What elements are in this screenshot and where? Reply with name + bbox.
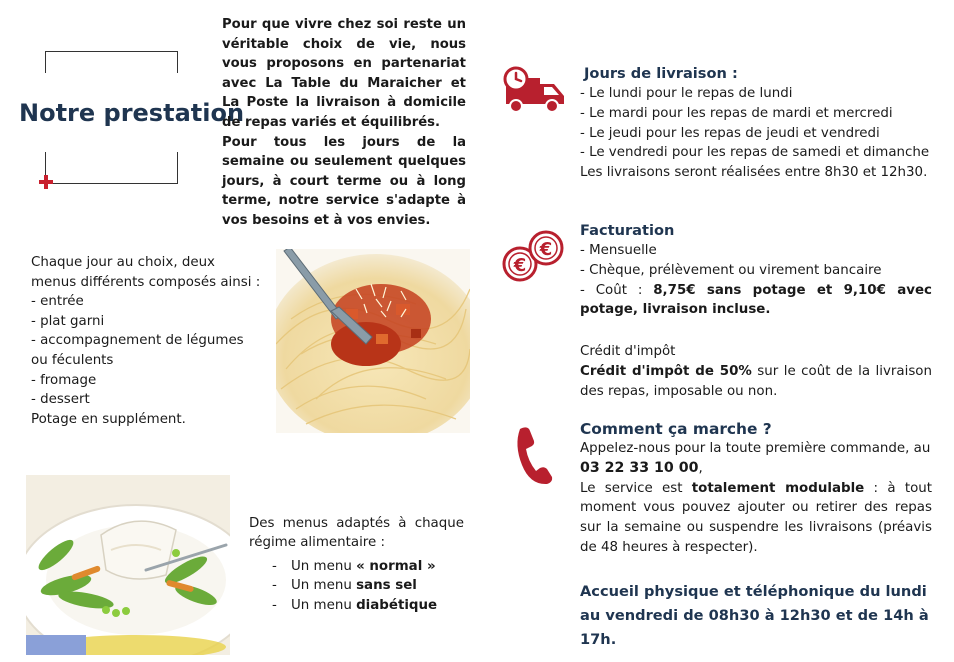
fish-dish-photo: [26, 475, 230, 655]
delivery-days-heading: Jours de livraison :: [584, 65, 738, 82]
menu-item: - dessert: [31, 392, 90, 408]
euro-coins-icon: [502, 228, 566, 286]
menu-item: - fromage: [31, 372, 97, 388]
menu-item: - accompagnement de légumes ou féculents: [31, 333, 244, 368]
diet-item: [249, 596, 464, 615]
svg-text:€: €: [513, 255, 527, 276]
intro-paragraph-2: Pour tous les jours de la semaine ou seulement quelques jours, à court terme ou à long terme, notre service s'adapte à vos besoins et à vos envies.: [222, 134, 466, 228]
tax-credit-text: [580, 362, 932, 402]
diet-item: [249, 576, 464, 595]
billing-item: - Chèque, prélèvement ou virement bancaire: [580, 262, 882, 278]
svg-text:€: €: [539, 239, 553, 260]
phone-suffix: ,: [698, 460, 703, 476]
service-rest: : à tout moment vous pouvez ajouter ou retirer des repas sur la semaine ou suspendre les livraisons (préavis de 48 heures à respecter).: [580, 480, 932, 555]
diet-item-prefix: Un menu: [291, 578, 357, 594]
diet-item: [249, 557, 464, 576]
delivery-hours: Les livraisons seront réalisées entre 8h30 et 12h30.: [580, 165, 928, 181]
diet-intro: Des menus adaptés à chaque régime alimentaire :: [249, 516, 464, 551]
diet-menus: [249, 514, 464, 615]
phone-number: 03 22 33 10 00: [580, 459, 699, 476]
diet-item-bold: sans sel: [356, 578, 417, 594]
phone-line: [580, 459, 932, 479]
billing-cost: [580, 281, 932, 321]
delivery-item: - Le jeudi pour les repas de jeudi et vendredi: [580, 125, 880, 141]
how-call-text: Appelez-nous pour la toute première commande, au: [580, 441, 931, 456]
diet-item-bold: « normal »: [356, 558, 436, 574]
title-frame-top: [45, 51, 178, 73]
how-it-works-section: [580, 419, 932, 558]
diet-item-prefix: Un menu: [291, 597, 357, 613]
intro-text: [222, 15, 466, 231]
truck-clock-icon: [500, 66, 568, 116]
reception-hours: Accueil physique et téléphonique du lundi au vendredi de 08h30 à 12h30 et de 14h à 17h.: [580, 583, 929, 648]
service-prefix: Le service est: [580, 480, 692, 496]
service-bold: totalement modulable: [691, 480, 865, 496]
delivery-item: - Le vendredi pour les repas de samedi et dimanche: [580, 145, 930, 161]
diet-item-bold: diabétique: [356, 597, 438, 613]
menu-item: - plat garni: [31, 313, 105, 329]
intro-paragraph-1: Pour que vivre chez soi reste un véritable choix de vie, nous vous proposons en partenariat avec La Table du Maraicher et La Poste la livraison à domicile de repas variés et équilibrés.: [222, 17, 466, 130]
delivery-item: - Le lundi pour le repas de lundi: [580, 86, 793, 101]
delivery-item: - Le mardi pour les repas de mardi et mercredi: [580, 105, 893, 121]
billing-cost-value: 8,75€ sans potage et 9,10€ avec potage, livraison incluse.: [580, 282, 932, 318]
billing-item: - Mensuelle: [580, 243, 657, 258]
tax-credit-section: [580, 342, 932, 401]
page-title: Notre prestation: [19, 99, 245, 127]
menu-composition: [31, 253, 261, 429]
pasta-photo: [276, 249, 470, 433]
menu-item: - entrée: [31, 294, 84, 310]
billing-section: [580, 221, 932, 320]
phone-handset-icon: [514, 425, 554, 485]
billing-heading: Facturation: [580, 222, 675, 239]
tax-credit-bold: Crédit d'impôt de 50%: [580, 363, 752, 379]
diet-list: [249, 557, 464, 615]
menu-extra: Potage en supplément.: [31, 411, 186, 427]
tax-credit-label: Crédit d'impôt: [580, 344, 676, 359]
red-cross-icon: [39, 175, 53, 189]
diet-item-prefix: Un menu: [291, 558, 357, 574]
delivery-days-section: [580, 64, 932, 183]
title-frame-bottom: [45, 152, 178, 184]
how-it-works-heading: Comment ça marche ?: [580, 420, 772, 438]
menu-composition-intro: Chaque jour au choix, deux menus différents composés ainsi :: [31, 255, 261, 290]
tax-credit-rest: sur le coût de la livraison des repas, imposable ou non.: [580, 363, 932, 399]
billing-cost-prefix: - Coût :: [580, 282, 654, 298]
service-text: [580, 479, 932, 558]
